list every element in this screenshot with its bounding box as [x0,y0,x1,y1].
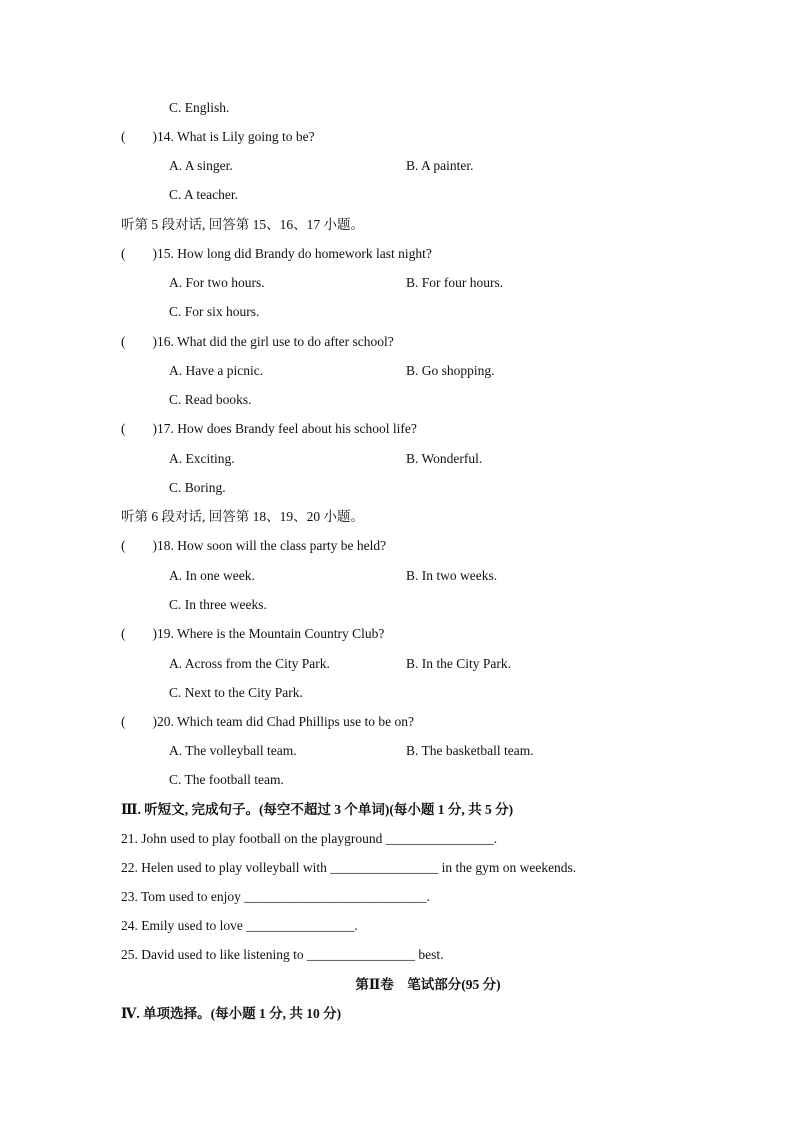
option-b-15: B. For four hours. [406,275,504,290]
option-c-20: C. The football team. [169,772,284,787]
sentence-23: 23. Tom used to enjoy ___________________________. [121,889,430,904]
option-b-20: B. The basketball team. [406,743,534,758]
option-a-18: A. In one week. [169,568,255,583]
option-b-17: B. Wonderful. [406,451,483,466]
option-c-14: C. A teacher. [169,187,238,202]
question-18: ( )18. How soon will the class party be held? [121,538,387,553]
part-4-heading: Ⅳ. 单项选择。(每小题 1 分, 共 10 分) [121,1006,342,1021]
option-a-17: A. Exciting. [169,451,235,466]
question-17: ( )17. How does Brandy feel about his school life? [121,421,417,436]
option-a-20: A. The volleyball team. [169,743,297,758]
option-a-19: A. Across from the City Park. [169,656,330,671]
sentence-24: 24. Emily used to love ________________. [121,918,358,933]
sentence-25: 25. David used to like listening to ________________ best. [121,947,444,962]
option-b-16: B. Go shopping. [406,363,495,378]
question-20: ( )20. Which team did Chad Phillips use to be on? [121,714,414,729]
question-16: ( )16. What did the girl use to do after school? [121,334,394,349]
part-3-heading: Ⅲ. 听短文, 完成句子。(每空不超过 3 个单词)(每小题 1 分, 共 5 分) [121,802,514,817]
question-14: ( )14. What is Lily going to be? [121,129,315,144]
option-b-18: B. In two weeks. [406,568,498,583]
option-c-16: C. Read books. [169,392,252,407]
sentence-22: 22. Helen used to play volleyball with ________________ in the gym on weekends. [121,860,577,875]
sentence-21: 21. John used to play football on the playground ________________. [121,831,498,846]
option-c-15: C. For six hours. [169,304,260,319]
question-15: ( )15. How long did Brandy do homework last night? [121,246,432,261]
option-c-17: C. Boring. [169,480,226,495]
option-b-19: B. In the City Park. [406,656,511,671]
section-heading-5: 听第 5 段对话, 回答第 15、16、17 小题。 [121,217,364,232]
option-b-14: B. A painter. [406,158,474,173]
option-c-13: C. English. [169,100,230,115]
option-a-15: A. For two hours. [169,275,265,290]
question-19: ( )19. Where is the Mountain Country Club? [121,626,385,641]
volume-2-title: 第Ⅱ卷 笔试部分(95 分) [355,977,501,992]
option-c-18: C. In three weeks. [169,597,267,612]
option-a-16: A. Have a picnic. [169,363,264,378]
section-heading-6: 听第 6 段对话, 回答第 18、19、20 小题。 [121,509,364,524]
option-c-19: C. Next to the City Park. [169,685,303,700]
option-a-14: A. A singer. [169,158,233,173]
